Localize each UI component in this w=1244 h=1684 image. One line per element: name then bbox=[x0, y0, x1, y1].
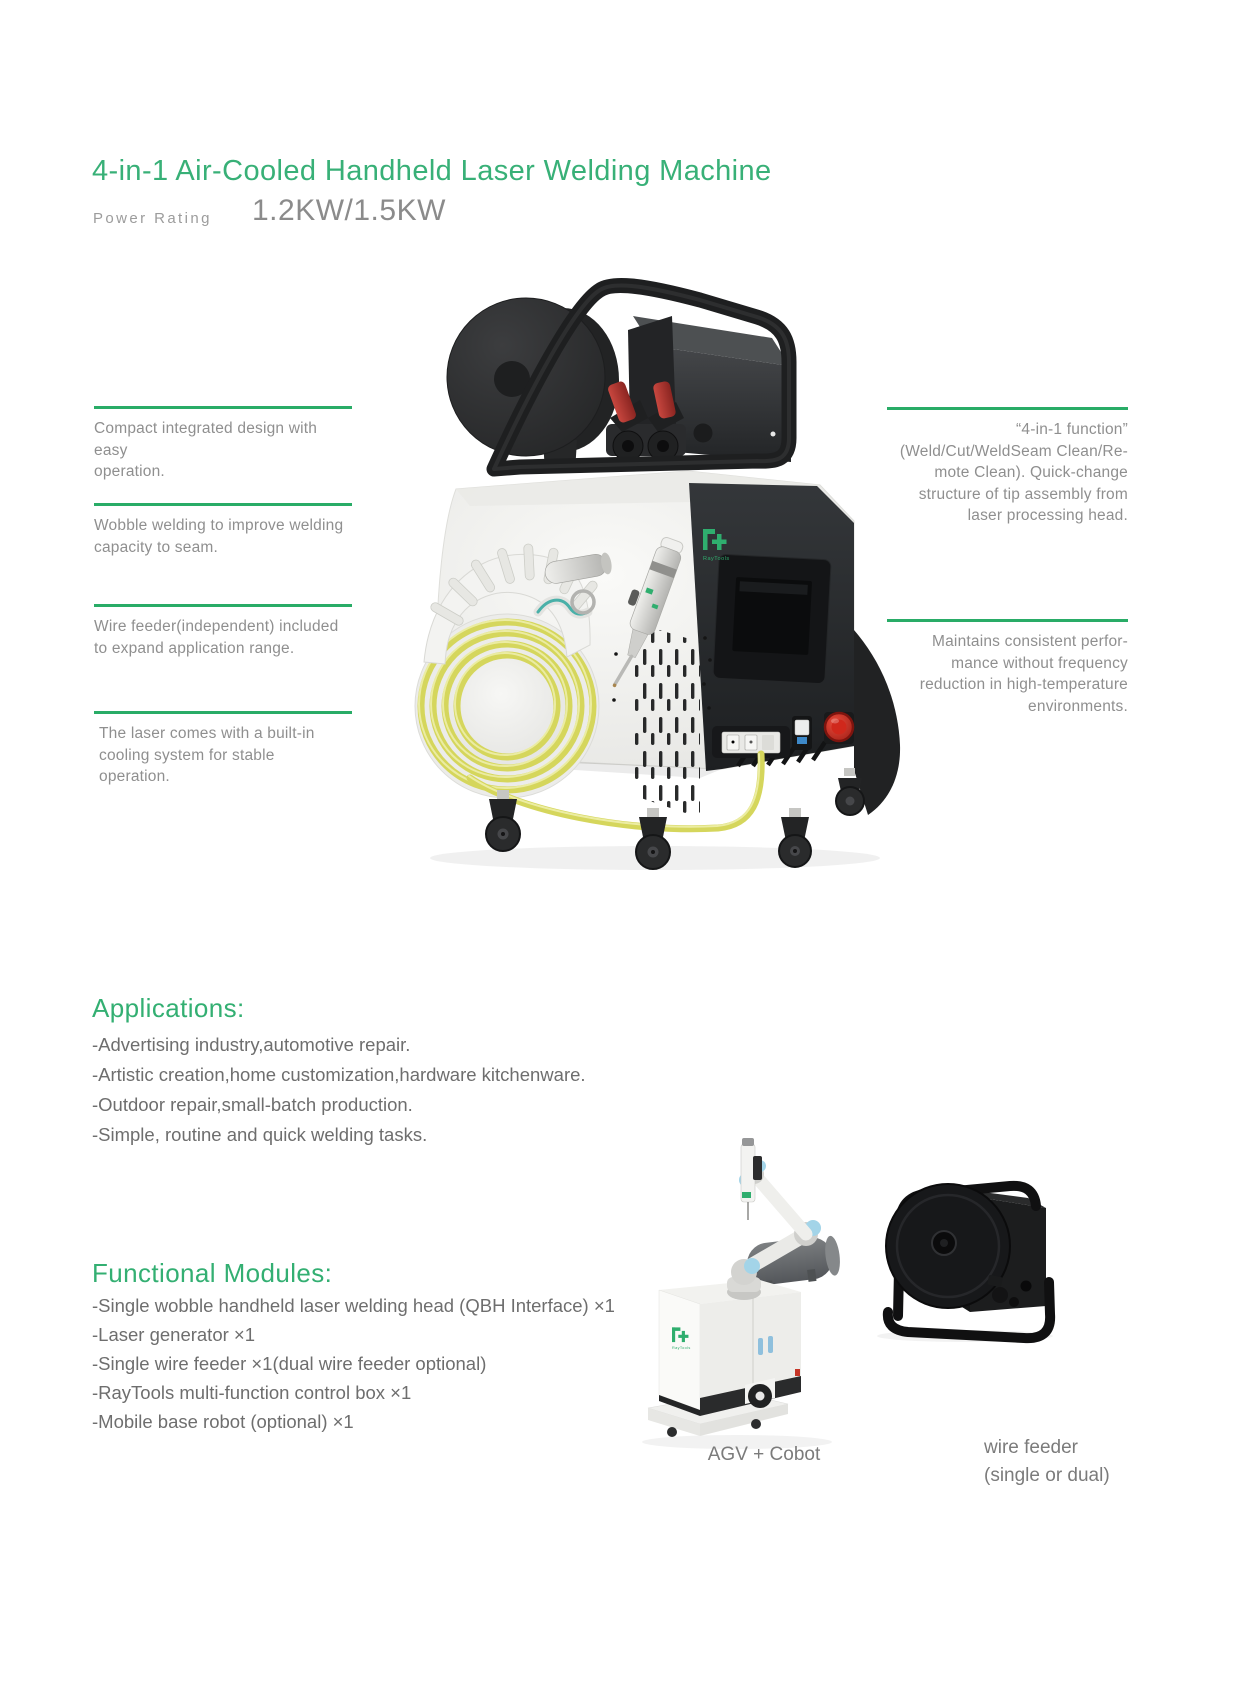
callout-line: structure of tip assembly from bbox=[918, 485, 1128, 503]
list-item: -Single wire feeder ×1(dual wire feeder optional) bbox=[92, 1353, 487, 1374]
power-socket bbox=[712, 726, 790, 758]
agv-caption: AGV + Cobot bbox=[707, 1444, 821, 1465]
ethernet-module bbox=[792, 716, 812, 750]
functional-modules-list bbox=[92, 1291, 615, 1436]
callout-line: “4-in-1 function” bbox=[1016, 421, 1128, 438]
list-item: -Artistic creation,home customization,hardware kitchenware. bbox=[92, 1064, 586, 1085]
callout-line: mance without frequency bbox=[951, 654, 1128, 672]
status-light bbox=[795, 1369, 800, 1376]
callout-line: reduction in high-temperature bbox=[919, 676, 1128, 693]
callout-line: operation. bbox=[99, 768, 170, 785]
caster-wheel bbox=[779, 808, 811, 867]
emergency-stop-button[interactable] bbox=[824, 712, 854, 744]
callout-divider bbox=[94, 711, 352, 714]
callout-line: cooling system for stable bbox=[99, 746, 275, 764]
wire-feeder-illustration bbox=[858, 1168, 1076, 1346]
callout-line: (Weld/Cut/WeldSeam Clean/Re- bbox=[899, 442, 1128, 460]
agv-cobot-illustration bbox=[628, 1058, 842, 1450]
callout-divider bbox=[94, 503, 352, 506]
callout-line: environments. bbox=[1028, 697, 1128, 715]
welding-tool bbox=[741, 1138, 762, 1220]
list-item: -Mobile base robot (optional) ×1 bbox=[92, 1411, 354, 1432]
list-item: -Single wobble handheld laser welding head (QBH Interface) ×1 bbox=[92, 1295, 615, 1316]
caption-line: (single or dual) bbox=[984, 1465, 1110, 1486]
list-item: -Outdoor repair,small-batch production. bbox=[92, 1094, 413, 1115]
page-title: 4-in-1 Air-Cooled Handheld Laser Welding Machine bbox=[92, 155, 772, 187]
callout-line: Maintains consistent perfor- bbox=[932, 633, 1128, 650]
front-panel bbox=[689, 483, 854, 771]
door-handle bbox=[758, 1338, 763, 1355]
power-rating-label: Power Rating bbox=[93, 210, 212, 227]
caster-wheel bbox=[636, 808, 670, 869]
callout-line: to expand application range. bbox=[94, 639, 295, 657]
power-rating-value: 1.2KW/1.5KW bbox=[252, 194, 446, 227]
callout-builtin-cooling bbox=[94, 711, 352, 788]
door-handle bbox=[768, 1336, 773, 1353]
list-item: -Advertising industry,automotive repair. bbox=[92, 1034, 411, 1055]
list-item: -Simple, routine and quick welding tasks. bbox=[92, 1124, 428, 1145]
callout-wobble-welding bbox=[94, 503, 352, 558]
callout-line: Wire feeder(independent) included bbox=[94, 618, 339, 635]
callout-line: mote Clean). Quick-change bbox=[934, 464, 1128, 481]
wire-feeder-spool bbox=[886, 1184, 1010, 1308]
callout-line: operation. bbox=[94, 463, 165, 480]
callout-line: Wobble welding to improve welding bbox=[94, 517, 344, 534]
brand-name: RayTools bbox=[703, 556, 730, 562]
machine-illustration bbox=[380, 240, 940, 880]
callout-line: capacity to seam. bbox=[94, 538, 219, 556]
caster-wheel bbox=[486, 790, 520, 851]
applications-list bbox=[92, 1030, 586, 1150]
list-item: -Laser generator ×1 bbox=[92, 1324, 256, 1345]
rear-corner bbox=[854, 630, 900, 815]
callout-line: The laser comes with a built-in bbox=[99, 725, 315, 742]
callout-compact-design bbox=[94, 406, 352, 483]
callout-divider bbox=[94, 406, 352, 409]
callout-line: laser processing head. bbox=[967, 507, 1128, 524]
touchscreen[interactable] bbox=[713, 554, 831, 684]
callout-line: Compact integrated design with easy bbox=[94, 420, 318, 459]
callout-wire-feeder bbox=[94, 604, 352, 659]
list-item: -RayTools multi-function control box ×1 bbox=[92, 1382, 412, 1403]
applications-heading: Applications: bbox=[92, 993, 245, 1023]
callout-divider bbox=[94, 604, 352, 607]
wire-feeder-caption bbox=[984, 1434, 1110, 1490]
functional-modules-heading: Functional Modules: bbox=[92, 1258, 333, 1288]
caption-line: wire feeder bbox=[984, 1437, 1078, 1458]
brand-name: RayTools bbox=[672, 1346, 691, 1351]
agv-body bbox=[659, 1280, 801, 1416]
